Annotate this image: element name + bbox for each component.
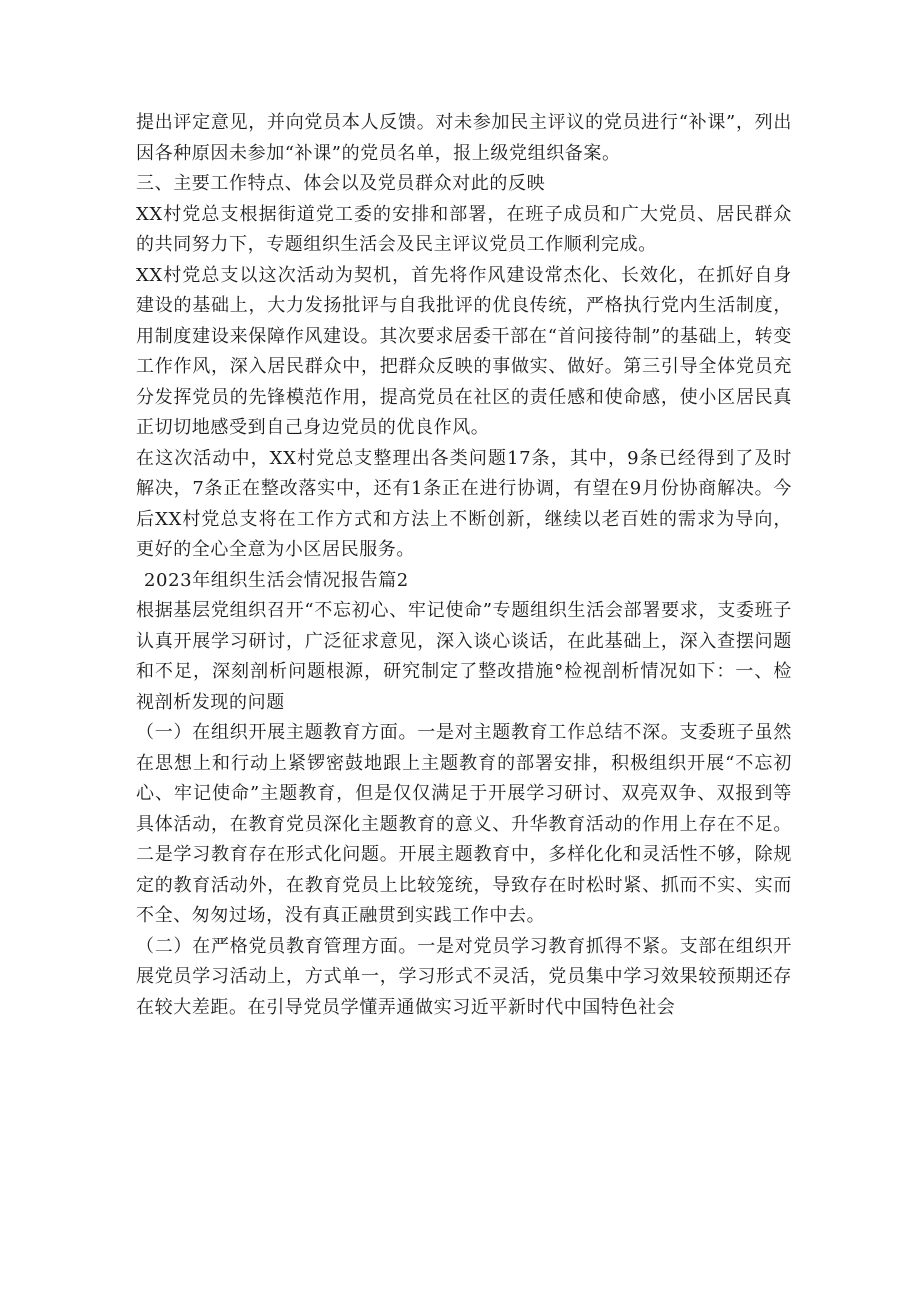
paragraph-work-style: XX村党总支以这次活动为契机，首先将作风建设常杰化、长效化，在抓好自身建设的基础上，大力发扬批评与自我批评的优良传统，严格执行党内生活制度，用制度建设来保障作风建设。其次要求居委干部在“首问接待制”的基础上，转变工作作风，深入居民群众中，把群众反映的事做实、做好。第三引导全体党员充分发挥党员的先锋模范作用，提高党员在社区的责任感和使命感，使小区居民真正切切地感受到自己身边党员的优良作风。 — [136, 264, 792, 438]
paragraph-introduction: 根据基层党组织召开“不忘初心、牢记使命”专题组织生活会部署要求，支委班子认真开展学习研讨，广泛征求意见，深入谈心谈话，在此基础上，深入查摆问题和不足，深刻剖析问题根源，研究制定了整改措施°检视剖析情况如下：一、检视剖析发现的问题 — [136, 600, 792, 713]
report-title-part-2: 2023年组织生活会情况报告篇2 — [144, 569, 409, 591]
paragraph-theme-education: （一）在组织开展主题教育方面。一是对主题教育工作总结不深。支委班子虽然在思想上和行动上紧锣密鼓地跟上主题教育的部署安排，积极组织开展“不忘初心、牢记使命”主题教育，但是仅仅满足于开展学习研讨、双亮双争、双报到等具体活动，在教育党员深化主题教育的意义、升华教育活动的作用上存在不足。二是学习教育存在形式化问题。开展主题教育中，多样化化和灵活性不够，除规定的教育活动外，在教育党员上比较笼统，导致存在时松时紧、抓而不实、实而不全、匆匆过场，没有真正融贯到实践工作中去。 — [136, 722, 792, 926]
paragraph-member-management: （二）在严格党员教育管理方面。一是对党员学习教育抓得不紧。支部在组织开展党员学习活动上，方式单一，学习形式不灵活，党员集中学习效果较预期还存在较大差距。在引导党员学懂弄通做实习近平新时代中国特色社会 — [136, 935, 792, 1018]
paragraph-issues-count: 在这次活动中，XX村党总支整理出各类问题17条，其中，9条已经得到了及时解决，7条正在整改落实中，还有1条正在进行协调，有望在9月份协商解决。今后XX村党总支将在工作方式和方法上不断创新，继续以老百姓的需求为导向，更好的全心全意为小区居民服务。 — [136, 447, 792, 560]
paragraph-completion: XX村党总支根据街道党工委的安排和部署，在班子成员和广大党员、居民群众的共同努力下，专题组织生活会及民主评议党员工作顺利完成。 — [136, 203, 792, 255]
section-heading-features: 三、主要工作特点、体会以及党员群众对此的反映 — [136, 173, 546, 194]
paragraph-review-followup: 提出评定意见，并向党员本人反馈。对未参加民主评议的党员进行“补课”，列出因各种原因未参加“补课”的党员名单，报上级党组织备案。 — [136, 112, 792, 164]
